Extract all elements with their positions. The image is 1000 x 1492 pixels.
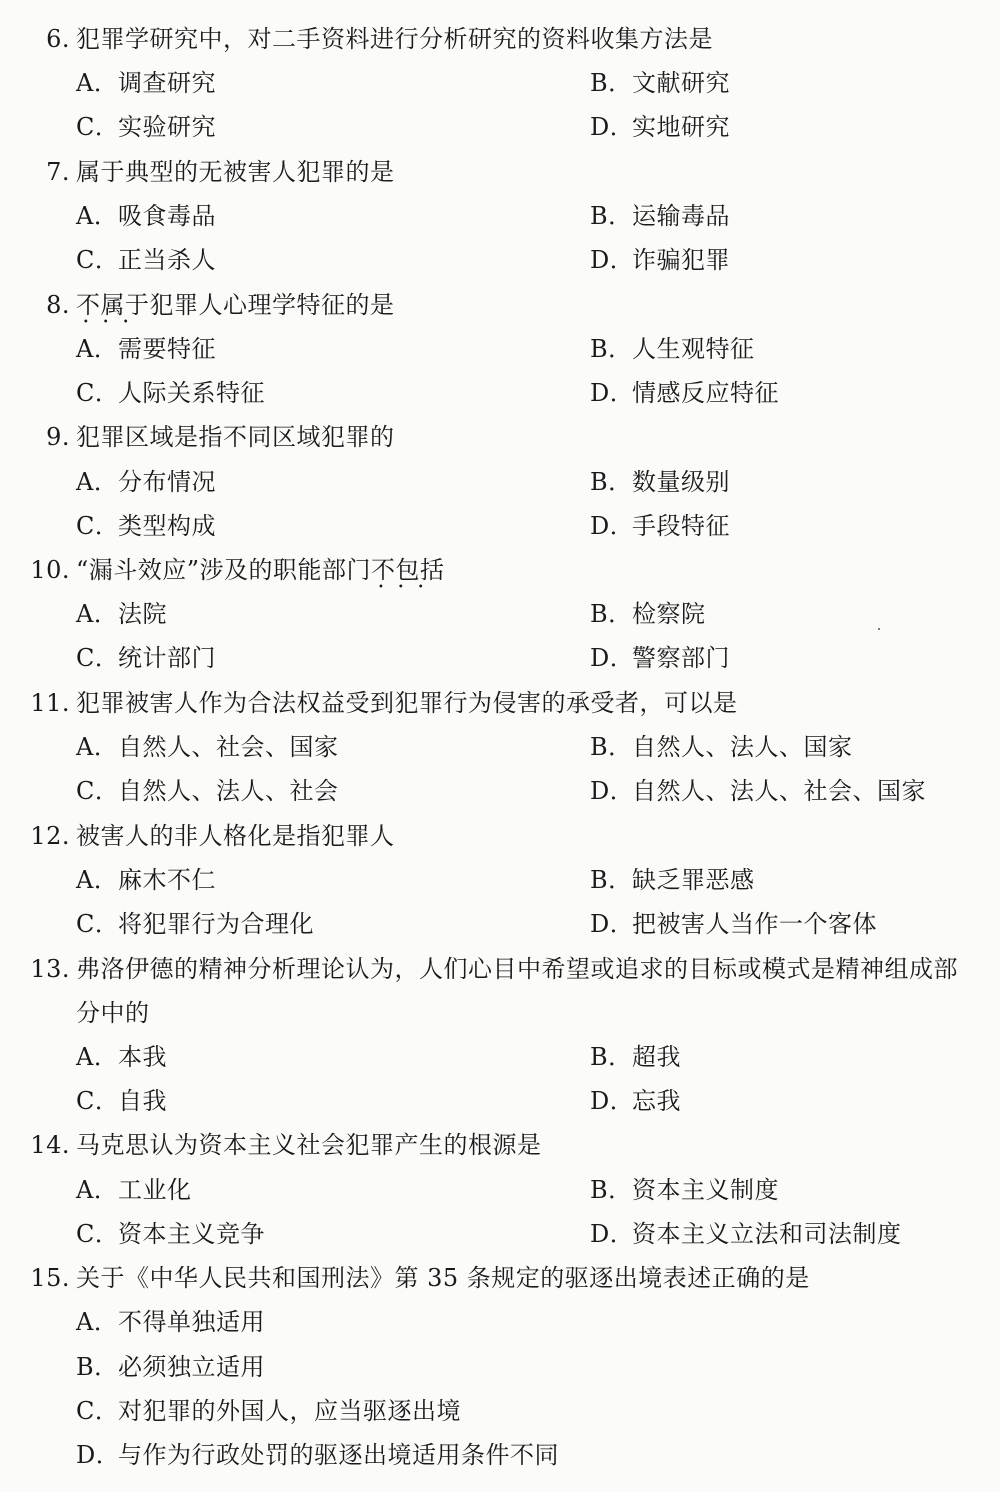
option-c: C．自然人、法人、社会 [76,777,339,805]
option-d: D．实地研究 [590,113,730,141]
emphasis-text: 不属于 ••• [76,291,150,328]
scan-speck [878,628,880,630]
option-c: C．正当杀人 [76,246,216,274]
question-stem: 弗洛伊德的精神分析理论认为，人们心目中希望或追求的目标或模式是精神组成部 [76,955,958,983]
question-stem: 属于典型的无被害人犯罪的是 [76,158,395,186]
question-stem: 被害人的非人格化是指犯罪人 [76,822,395,850]
option-b: B．必须独立适用 [76,1353,265,1381]
option-d: D．诈骗犯罪 [590,246,730,274]
option-d: D．把被害人当作一个客体 [590,910,877,938]
option-c: C．实验研究 [76,113,216,141]
option-b: B．数量级别 [590,468,730,496]
question-stem: 犯罪被害人作为合法权益受到犯罪行为侵害的承受者，可以是 [76,689,738,717]
emphasis-dots: ••• [377,582,438,593]
option-c: C．将犯罪行为合理化 [76,910,314,938]
option-a: A．分布情况 [76,468,216,496]
exam-page: 6. 犯罪学研究中，对二手资料进行分析研究的资料收集方法是 A．调查研究 B．文献研究 C．实验研究 D．实地研究 7. 属于典型的无被害人犯罪的是 A．吸食毒品 B．运输毒品 C．正当杀人 D．诈骗犯罪 8. 不属于 ••• 犯罪人心理学特征的是 A．需要特征 B．人生观特征 C．人际关系特征 D．情感反应特征 9. 犯罪区域是指不同区域犯罪的 A．分布情况 B．数量级别 C．类型构成 D．手段特征 10. “漏斗效应”涉及的职能部门不包括 ••• A．法院 B．检察院 C．统计部门 D．警察部门 11. 犯罪被害人作为合法权益受到犯罪行为侵害的承受者，可以是 A．自然人、社会、国家 B．自然人、法人、国家 C．自然人、法人、社会 D．自然人、法人、社会、国家 12. 被害人的非人格化是指犯罪人 A．麻木不仁 B．缺乏罪恶感 C．将犯罪行为合理化 D．把被害人当作一个客体 13. 弗洛伊德的精神分析理论认为，人们心目中希望或追求的目标或模式是精神组成部 分中的 A．本我 B．超我 C．自我 D．忘我 14. 马克思认为资本主义社会犯罪产生的根源是 A．工业化 B．资本主义制度 C．资本主义竞争 D．资本主义立法和司法制度 15. 关于《中华人民共和国刑法》第 35 条规定的驱逐出境表述正确的是 A．不得单独适用 B．必须独立适用 C．对犯罪的外国人，应当驱逐出境 D．与作为行政处罚的驱逐出境适用条件不同 [30,25,958,1469]
option-d: D．警察部门 [590,644,730,672]
option-b: B．超我 [590,1043,681,1071]
option-d: D．手段特征 [590,512,730,540]
option-c: C．类型构成 [76,512,216,540]
option-d: D．与作为行政处罚的驱逐出境适用条件不同 [76,1441,559,1469]
option-d: D．自然人、法人、社会、国家 [590,777,926,805]
option-b: B．缺乏罪恶感 [590,866,755,894]
question-stem: “漏斗效应”涉及的职能部门不包括 ••• [76,556,445,593]
question-stem: 不属于 ••• 犯罪人心理学特征的是 [76,291,395,328]
option-a: A．麻木不仁 [76,866,216,894]
question-stem: 马克思认为资本主义社会犯罪产生的根源是 [76,1131,542,1159]
option-b: B．自然人、法人、国家 [590,733,853,761]
option-b: B．人生观特征 [590,335,755,363]
option-a: A．调查研究 [76,69,216,97]
option-c: C．对犯罪的外国人，应当驱逐出境 [76,1397,461,1425]
option-a: A．本我 [76,1043,167,1071]
option-c: C．自我 [76,1087,167,1115]
question-stem: 关于《中华人民共和国刑法》第 35 条规定的驱逐出境表述正确的是 [76,1264,810,1292]
option-a: A．工业化 [76,1176,192,1204]
option-a: A．不得单独适用 [76,1308,265,1336]
option-d: D．情感反应特征 [590,379,779,407]
question-stem-continued: 分中的 [76,999,150,1027]
option-d: D．资本主义立法和司法制度 [590,1220,902,1248]
option-d: D．忘我 [590,1087,681,1115]
option-b: B．文献研究 [590,69,730,97]
option-c: C．人际关系特征 [76,379,265,407]
option-a: A．吸食毒品 [76,202,216,230]
option-b: B．运输毒品 [590,202,730,230]
option-b: B．资本主义制度 [590,1176,779,1204]
emphasis-dots: ••• [82,317,143,328]
option-b: B．检察院 [590,600,706,628]
option-a: A．需要特征 [76,335,216,363]
emphasis-text: 不包括 ••• [371,556,445,593]
option-a: A．自然人、社会、国家 [76,733,339,761]
option-c: C．资本主义竞争 [76,1220,265,1248]
option-c: C．统计部门 [76,644,216,672]
question-stem: 犯罪区域是指不同区域犯罪的 [76,423,395,451]
question-stem: 犯罪学研究中，对二手资料进行分析研究的资料收集方法是 [76,25,713,53]
option-a: A．法院 [76,600,167,628]
